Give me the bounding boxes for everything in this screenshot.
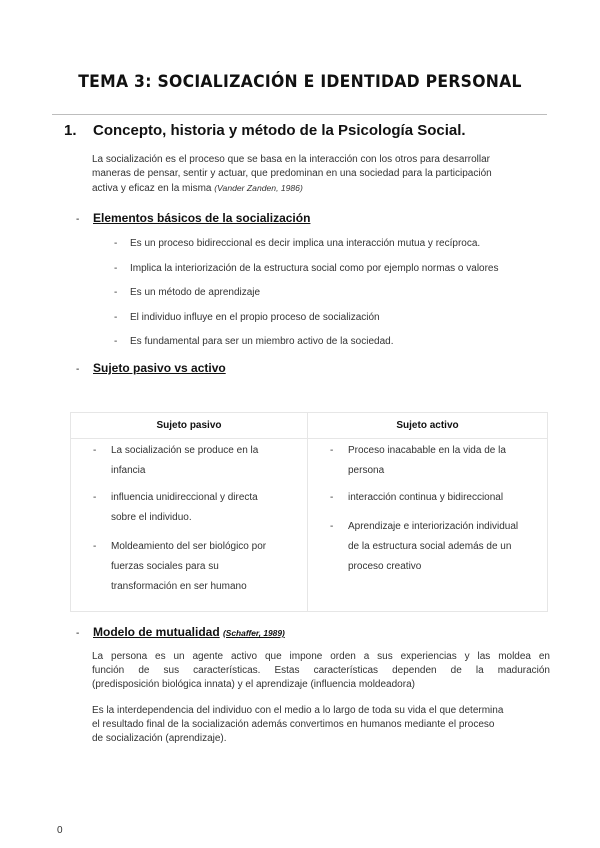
cell-line: persona [348, 465, 385, 476]
page-number: 0 [57, 825, 63, 836]
dash-marker: - [330, 521, 334, 532]
cell-line: interacción continua y bidireccional [348, 492, 504, 503]
subheading-sujeto [76, 361, 226, 375]
table-header: Sujeto pasivo [71, 413, 307, 439]
list-item [114, 263, 499, 274]
list-item [114, 238, 480, 249]
paragraph-line: La persona es un agente activo que impone orden a sus experiencias y las moldea en [92, 651, 550, 662]
intro-line: La socialización es el proceso que se basa en la interacción con los otros para desarrollar [92, 154, 491, 165]
subheading-text: Modelo de mutualidad [93, 625, 220, 639]
cell-line: de la estructura social además de un [348, 541, 512, 552]
paragraph-line: (predisposición biológica innata) y el aprendizaje (influencia moldeadora) [92, 679, 415, 691]
table-cell-item [93, 537, 293, 597]
dash-marker: - [93, 445, 97, 456]
list-item-text: Es fundamental para ser un miembro activo de la sociedad. [130, 336, 394, 347]
intro-line: maneras de pensar, sentir y actuar, que predominan en una sociedad para la participación [92, 168, 492, 180]
dash-marker: - [114, 287, 118, 298]
dash-marker: - [76, 214, 80, 225]
table-cell-item [93, 488, 293, 528]
table-cell-item [93, 441, 293, 481]
dash-marker: - [114, 336, 118, 347]
dash-marker: - [93, 492, 97, 503]
section-number: 1. [64, 122, 77, 139]
dash-marker: - [93, 541, 97, 552]
list-item-text: Es un método de aprendizaje [130, 287, 261, 298]
cell-line: transformación en ser humano [111, 581, 247, 592]
dash-marker: - [114, 312, 118, 323]
list-item [114, 336, 393, 347]
title-divider [52, 114, 547, 115]
dash-marker: - [76, 628, 80, 639]
cell-line: proceso creativo [348, 561, 422, 572]
intro-last-text: activa y eficaz en la misma [92, 183, 212, 195]
cell-line: sobre el individuo. [111, 512, 192, 523]
dash-marker: - [114, 238, 118, 249]
mutualidad-paragraph-1 [92, 650, 550, 693]
table-cell-item [330, 488, 545, 508]
cell-line: La socialización se produce en la [111, 445, 259, 456]
dash-marker: - [114, 263, 118, 274]
paragraph-line: el resultado final de la socialización además convertimos en humanos mediante el proceso [92, 719, 495, 731]
cell-line: influencia unidireccional y directa [111, 492, 258, 503]
dash-marker: - [76, 364, 80, 375]
dash-marker: - [330, 445, 334, 456]
section-title: Concepto, historia y método de la Psicología Social. [93, 122, 466, 139]
cell-line: Proceso inacabable en la vida de la [348, 445, 506, 456]
table-header: Sujeto activo [308, 413, 547, 439]
dash-marker: - [330, 492, 334, 503]
subheading-mutualidad [76, 625, 285, 639]
list-item [114, 312, 380, 323]
cell-line: fuerzas sociales para su [111, 561, 219, 572]
subheading-text: Sujeto pasivo vs activo [93, 361, 226, 375]
table-column-activo [308, 413, 547, 611]
mutualidad-citation: (Schaffer, 1989) [223, 628, 285, 638]
mutualidad-paragraph-2 [92, 704, 552, 747]
list-item-text: El individuo influye en el propio proceso de socialización [130, 312, 380, 323]
cell-line: Aprendizaje e interiorización individual [348, 521, 519, 532]
section-heading [64, 122, 466, 139]
intro-citation: (Vander Zanden, 1986) [214, 183, 303, 194]
intro-line-last [92, 181, 548, 196]
list-item-text: Implica la interiorización de la estructura social como por ejemplo normas o valores [130, 263, 499, 274]
table-cell-item [330, 517, 545, 577]
cell-line: Moldeamiento del ser biológico por [111, 541, 267, 552]
paragraph-line: función de sus características. Estas características dependen de la maduración [92, 665, 550, 677]
list-item-text: Es un proceso bidireccional es decir implica una interacción mutua y recíproca. [130, 238, 481, 249]
list-item [114, 287, 260, 298]
table-column-pasivo [71, 413, 308, 611]
paragraph-line: Es la interdependencia del individuo con el medio a lo largo de toda su vida el que determina [92, 705, 504, 716]
subheading-text: Elementos básicos de la socialización [93, 211, 311, 225]
comparison-table [70, 412, 548, 612]
intro-paragraph [92, 153, 548, 197]
paragraph-line: de socialización (aprendizaje). [92, 733, 227, 745]
cell-line: infancia [111, 465, 146, 476]
subheading-elementos [76, 211, 310, 225]
document-title: TEMA 3: SOCIALIZACIÓN E IDENTIDAD PERSONAL [78, 72, 522, 92]
table-cell-item [330, 441, 545, 481]
